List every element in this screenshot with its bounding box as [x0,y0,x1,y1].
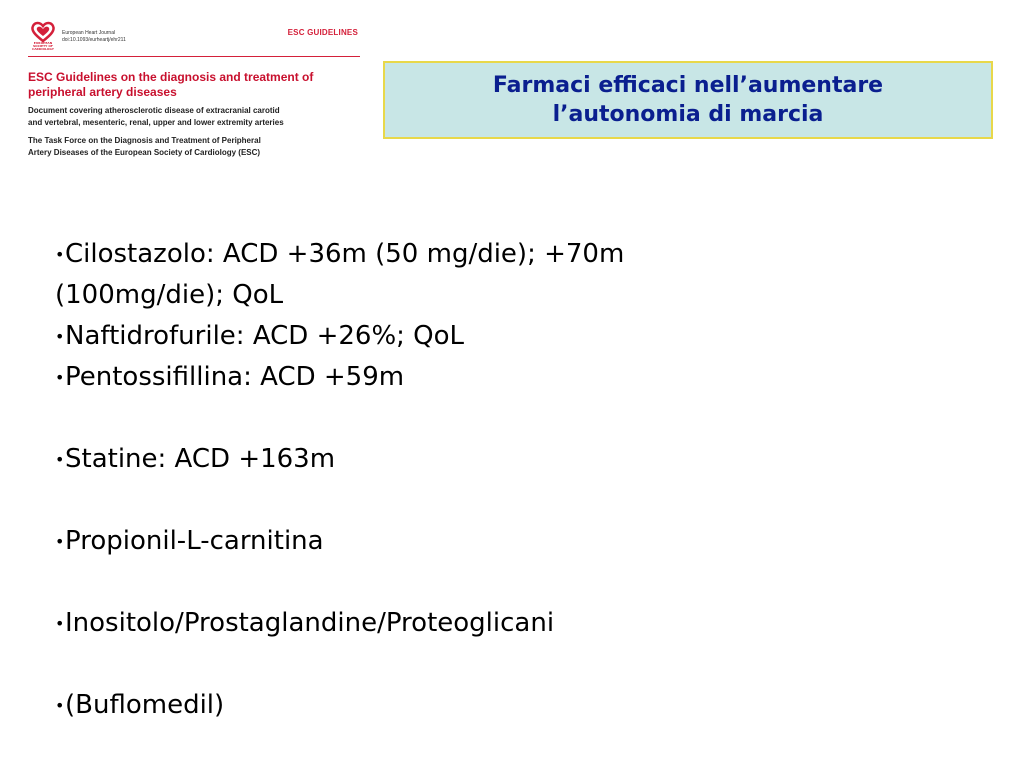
bullet-dot: • [55,327,65,346]
bullet-dot: • [55,368,65,387]
esc-document-title [28,70,360,100]
slide-title-line1: Farmaci efficaci nell’aumentare [492,73,884,98]
esc-taskforce-line2: Artery Diseases of the European Society of Cardiology (ESC) [28,148,261,157]
esc-subtitle-line2: and vertebral, mesenteric, renal, upper and lower extremity arteries [28,118,284,127]
esc-title-line1: ESC Guidelines on the diagnosis and treatment of [28,70,314,84]
bullet-text: Inositolo/Prostaglandine/Proteoglicani [65,608,555,638]
bullet-dot: • [55,450,65,469]
bullet-text: (Buflomedil) [65,690,225,720]
bullet-spacer [55,480,975,521]
journal-info [62,30,126,44]
bullet-dot: • [55,614,65,633]
heart-logo-svg [30,21,56,43]
bullet-item-cilostazolo [55,234,975,275]
bullet-text-line1: Cilostazolo: ACD +36m (50 mg/die); +70m [65,239,625,269]
bullet-item-inositolo [55,603,975,644]
esc-taskforce-text [28,135,360,159]
bullet-dot: • [55,696,65,715]
bullet-text: Naftidrofurile: ACD +26%; QoL [65,321,465,351]
bullet-item-cilostazolo-cont [55,275,975,316]
bullet-spacer [55,644,975,685]
bullet-text-line2: (100mg/die); QoL [55,280,284,310]
journal-name: European Heart Journal [62,30,116,36]
bullet-spacer [55,398,975,439]
bullet-item-buflomedil [55,685,975,726]
esc-guidelines-tag: ESC GUIDELINES [287,28,358,37]
esc-title-line2: peripheral artery diseases [28,85,177,99]
slide-title-line2: l’autonomia di marcia [552,102,824,127]
bullet-spacer [55,562,975,603]
bullet-text: Propionil-L-carnitina [65,526,324,556]
bullet-item-statine [55,439,975,480]
bullet-dot: • [55,532,65,551]
slide-title-box [383,61,993,139]
bullet-list [55,234,975,726]
esc-guidelines-header-image [28,18,360,178]
journal-doi: doi:10.1093/eurheartj/ehr211 [62,37,126,43]
bullet-item-propionil [55,521,975,562]
bullet-text: Statine: ACD +163m [65,444,336,474]
esc-taskforce-line1: The Task Force on the Diagnosis and Treatment of Peripheral [28,136,261,145]
bullet-item-pentossifillina [55,357,975,398]
heart-logo-icon [30,21,56,51]
bullet-item-naftidrofurile [55,316,975,357]
esc-header-top-bar [28,18,360,57]
esc-document-subtitle [28,105,360,129]
bullet-dot: • [55,245,65,264]
esc-subtitle-line1: Document covering atherosclerotic disease of extracranial carotid [28,106,280,115]
esc-logo-text: EUROPEAN SOCIETY OF CARDIOLOGY [32,41,54,51]
bullet-text: Pentossifillina: ACD +59m [65,362,405,392]
